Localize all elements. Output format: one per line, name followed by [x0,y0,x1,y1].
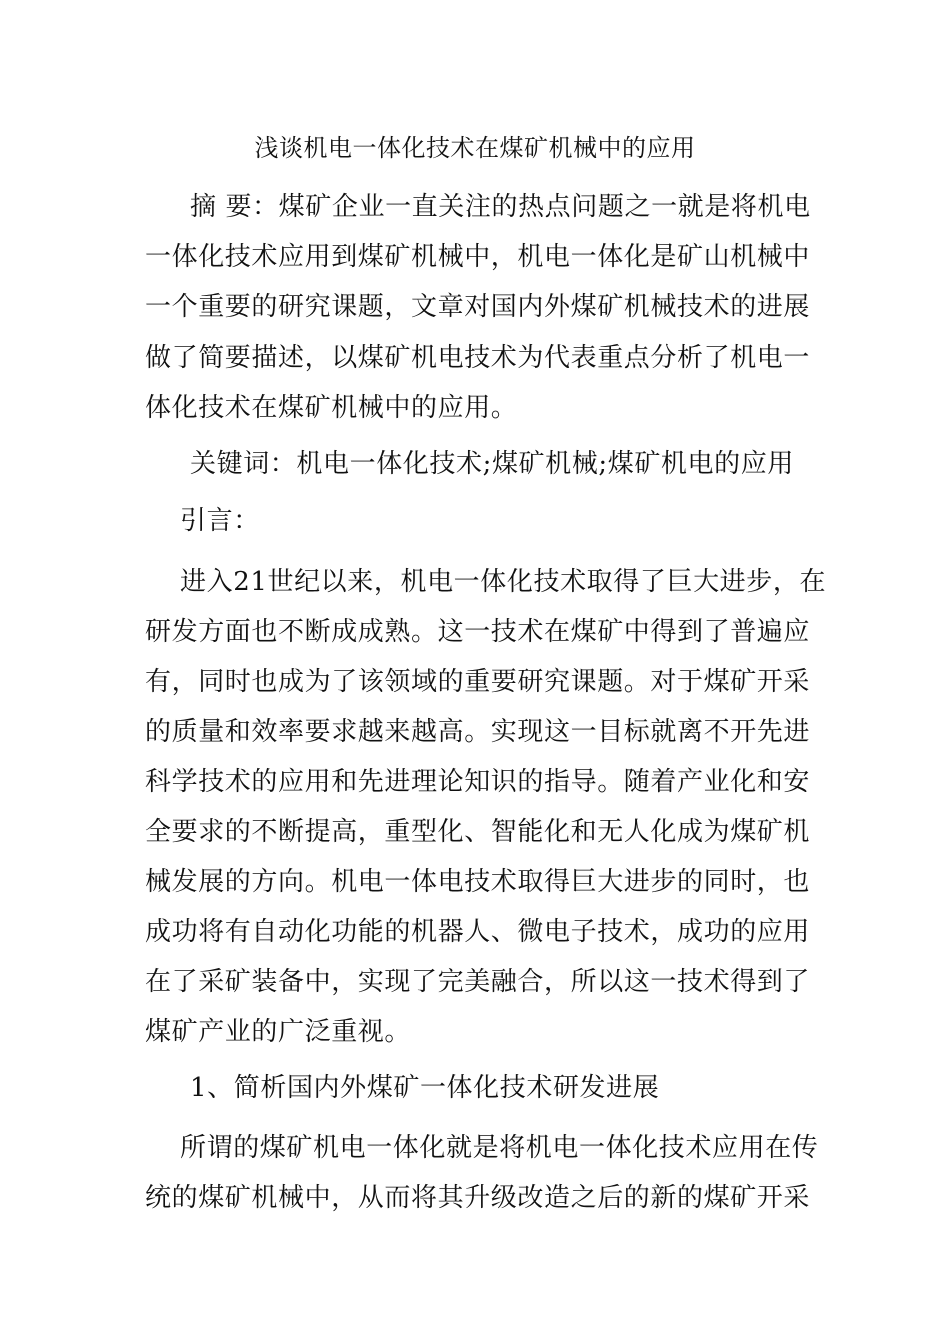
paragraph-line: 科学技术的应用和先进理论知识的指导。随着产业化和安 [145,767,811,797]
keywords-line: 关键词：机电一体化技术;煤矿机械;煤矿机电的应用 [190,449,794,479]
paragraph-line: 在了采矿装备中，实现了完美融合，所以这一技术得到了 [145,967,811,997]
paragraph-line: 全要求的不断提高，重型化、智能化和无人化成为煤矿机 [145,817,811,847]
paragraph-line: 进入21世纪以来，机电一体化技术取得了巨大进步，在 [180,567,827,597]
paragraph-line: 所谓的煤矿机电一体化就是将机电一体化技术应用在传 [180,1133,819,1163]
abstract-line: 摘 要：煤矿企业一直关注的热点问题之一就是将机电 [190,192,811,222]
paragraph-line: 成功将有自动化功能的机器人、微电子技术，成功的应用 [145,917,811,947]
abstract-line: 做了简要描述，以煤矿机电技术为代表重点分析了机电一 [145,343,811,373]
abstract-line: 体化技术在煤矿机械中的应用。 [145,393,518,423]
paragraph-line: 的质量和效率要求越来越高。实现这一目标就离不开先进 [145,717,811,747]
intro-heading: 引言： [180,506,260,536]
paragraph-line: 械发展的方向。机电一体电技术取得巨大进步的同时，也 [145,867,811,897]
paragraph-line: 煤矿产业的广泛重视。 [145,1017,412,1047]
paragraph-line: 研发方面也不断成成熟。这一技术在煤矿中得到了普遍应 [145,617,811,647]
paragraph-line: 统的煤矿机械中，从而将其升级改造之后的新的煤矿开采 [145,1183,811,1213]
section-heading: 1、简析国内外煤矿一体化技术研发进展 [190,1073,660,1103]
abstract-line: 一体化技术应用到煤矿机械中，机电一体化是矿山机械中 [145,242,811,272]
abstract-line: 一个重要的研究课题，文章对国内外煤矿机械技术的进展 [145,292,811,322]
paragraph-line: 有，同时也成为了该领域的重要研究课题。对于煤矿开采 [145,667,811,697]
document-title: 浅谈机电一体化技术在煤矿机械中的应用 [254,134,696,162]
